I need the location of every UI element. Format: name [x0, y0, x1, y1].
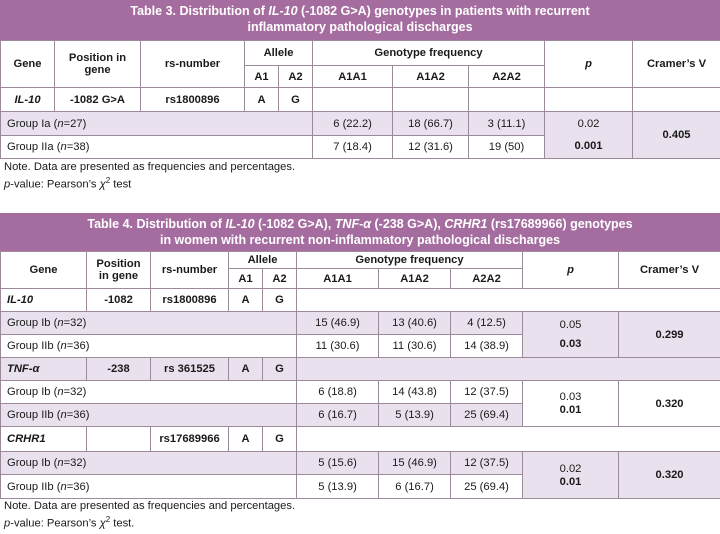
- header-a2a2: A2A2: [451, 269, 523, 289]
- cell-a2a2: 3 (11.1): [469, 112, 545, 136]
- cramer-value: 0.320: [619, 381, 720, 427]
- table-row: [1, 381, 720, 404]
- empty-cell: [545, 88, 633, 112]
- header-a1: A1: [229, 269, 263, 289]
- table-4-note: [4, 499, 295, 531]
- table-3-grid: [0, 40, 720, 159]
- p-values: [523, 381, 619, 427]
- header-allele: Allele: [245, 41, 313, 66]
- header-rs: rs-number: [151, 252, 229, 289]
- header-genotype: Genotype frequency: [297, 252, 523, 269]
- p-values: [523, 452, 619, 499]
- group-label: Group Ib (n=32): [1, 452, 297, 475]
- group-label: Group IIa (n=38): [1, 136, 313, 159]
- cell-a1a1: 11 (30.6): [297, 335, 379, 358]
- cell-a2a2: 12 (37.5): [451, 452, 523, 475]
- header-rs: rs-number: [141, 41, 245, 88]
- cell-a1a2: 12 (31.6): [393, 136, 469, 159]
- empty-cell: [469, 88, 545, 112]
- cell-a1a1: 7 (18.4): [313, 136, 393, 159]
- header-a1a2: A1A2: [393, 66, 469, 88]
- cell-a2a2: 25 (69.4): [451, 404, 523, 427]
- gene-row: [1, 427, 720, 452]
- group-label: Group IIb (n=36): [1, 475, 297, 499]
- gene-rs: rs1800896: [151, 289, 229, 312]
- cell-a1a2: 15 (46.9): [379, 452, 451, 475]
- title-text: (-1082 G>A) genotypes in patients with recurrent: [297, 4, 590, 18]
- cell-a1a1: 6 (16.7): [297, 404, 379, 427]
- title-text-line2: inflammatory pathological discharges: [247, 20, 473, 34]
- header-a2: A2: [263, 269, 297, 289]
- note-line: p-value: Pearson’s $\chi^2$ test.: [4, 515, 135, 530]
- cramer-value: 0.405: [633, 112, 720, 159]
- table-row: [1, 312, 720, 335]
- header-p: p: [545, 41, 633, 88]
- empty-cell: [297, 358, 720, 381]
- empty-cell: [297, 289, 720, 312]
- gene-row: [1, 289, 720, 312]
- empty-cell: [297, 427, 720, 452]
- gene-row: [1, 358, 720, 381]
- cell-a1a2: 5 (13.9): [379, 404, 451, 427]
- header-p: p: [523, 252, 619, 289]
- p-value: 0.03: [559, 338, 582, 350]
- cell-a1a2: 13 (40.6): [379, 312, 451, 335]
- header-a1a2: A1A2: [379, 269, 451, 289]
- p-value: 0.001: [574, 140, 603, 152]
- title-text: Table 3. Distribution of: [130, 4, 269, 18]
- cell-a1a1: 15 (46.9): [297, 312, 379, 335]
- p-values: [545, 112, 633, 159]
- gene-a1: A: [229, 427, 263, 452]
- empty-cell: [313, 88, 393, 112]
- group-label: Group IIb (n=36): [1, 335, 297, 358]
- gene-name: IL-10: [1, 289, 87, 312]
- table-4-grid: [0, 251, 720, 499]
- note-line: Note. Data are presented as frequencies and percentages.: [4, 161, 296, 173]
- table-row: [1, 112, 720, 136]
- empty-cell: [393, 88, 469, 112]
- p-value: 0.02: [577, 118, 600, 130]
- cell-a1a1: 6 (22.2): [313, 112, 393, 136]
- group-label: Group Ib (n=32): [1, 312, 297, 335]
- cell-a1a1: 5 (15.6): [297, 452, 379, 475]
- cell-a2a2: 4 (12.5): [451, 312, 523, 335]
- gene-position: -1082 G>A: [55, 88, 141, 112]
- gene-rs: rs1800896: [141, 88, 245, 112]
- header-position: Position in gene: [87, 252, 151, 289]
- header-a1a1: A1A1: [313, 66, 393, 88]
- header-gene: Gene: [1, 41, 55, 88]
- p-value: 0.03: [559, 391, 582, 403]
- header-a1a1: A1A1: [297, 269, 379, 289]
- header-genotype: Genotype frequency: [313, 41, 545, 66]
- header-a2: A2: [279, 66, 313, 88]
- gene-a2: G: [263, 358, 297, 381]
- header-gene: Gene: [1, 252, 87, 289]
- cell-a1a2: 14 (43.8): [379, 381, 451, 404]
- p-value: 0.02: [559, 462, 582, 475]
- gene-rs: rs17689966: [151, 427, 229, 452]
- gene-a1: A: [229, 289, 263, 312]
- header-allele: Allele: [229, 252, 297, 269]
- table-row: [1, 452, 720, 475]
- cell-a2a2: 19 (50): [469, 136, 545, 159]
- gene-a2: G: [263, 289, 297, 312]
- table-3: [0, 0, 720, 159]
- header-a1: A1: [245, 66, 279, 88]
- cell-a1a2: 11 (30.6): [379, 335, 451, 358]
- cell-a2a2: 12 (37.5): [451, 381, 523, 404]
- header-cramer: Cramer’s V: [633, 41, 720, 88]
- gene-name: TNF-α: [1, 358, 87, 381]
- gene-name: IL-10: [1, 88, 55, 112]
- gene-position: -238: [87, 358, 151, 381]
- header-a2a2: A2A2: [469, 66, 545, 88]
- title-gene: IL-10: [268, 4, 298, 18]
- note-line: Note. Data are presented as frequencies and percentages.: [4, 500, 296, 512]
- group-label: Group IIb (n=36): [1, 404, 297, 427]
- header-position: Position in gene: [55, 41, 141, 88]
- header-cramer: Cramer’s V: [619, 252, 720, 289]
- gene-name: CRHR1: [1, 427, 87, 452]
- table-4: [0, 213, 720, 499]
- cramer-value: 0.299: [619, 312, 720, 358]
- cell-a1a2: 6 (16.7): [379, 475, 451, 499]
- empty-cell: [633, 88, 720, 112]
- group-label: Group Ib (n=32): [1, 381, 297, 404]
- gene-position: [87, 427, 151, 452]
- gene-a1: A: [229, 358, 263, 381]
- gene-a2: G: [263, 427, 297, 452]
- group-label: Group Ia (n=27): [1, 112, 313, 136]
- title-text-line2: in women with recurrent non-inflammatory pathological discharges: [159, 233, 561, 247]
- gene-a1: A: [245, 88, 279, 112]
- p-value: 0.01: [559, 475, 582, 488]
- note-line: p-value: Pearson’s $\chi^2$ test: [4, 176, 132, 191]
- cramer-value: 0.320: [619, 452, 720, 499]
- gene-position: -1082: [87, 289, 151, 312]
- p-value: 0.01: [559, 404, 582, 416]
- table-3-note: [4, 160, 295, 192]
- cell-a1a1: 6 (18.8): [297, 381, 379, 404]
- gene-a2: G: [279, 88, 313, 112]
- cell-a2a2: 25 (69.4): [451, 475, 523, 499]
- cell-a1a2: 18 (66.7): [393, 112, 469, 136]
- table-4-title: Table 4. Distribution of IL-10 (-1082 G>A), TNF-α (-238 G>A), CRHR1 (rs17689966) genotypes in women with recurrent non-inflammatory pathological discharges: [0, 213, 720, 251]
- p-values: [523, 312, 619, 358]
- gene-row: [1, 88, 720, 112]
- table-3-title: [0, 0, 720, 40]
- cell-a2a2: 14 (38.9): [451, 335, 523, 358]
- gene-rs: rs 361525: [151, 358, 229, 381]
- p-value: 0.05: [559, 319, 582, 331]
- cell-a1a1: 5 (13.9): [297, 475, 379, 499]
